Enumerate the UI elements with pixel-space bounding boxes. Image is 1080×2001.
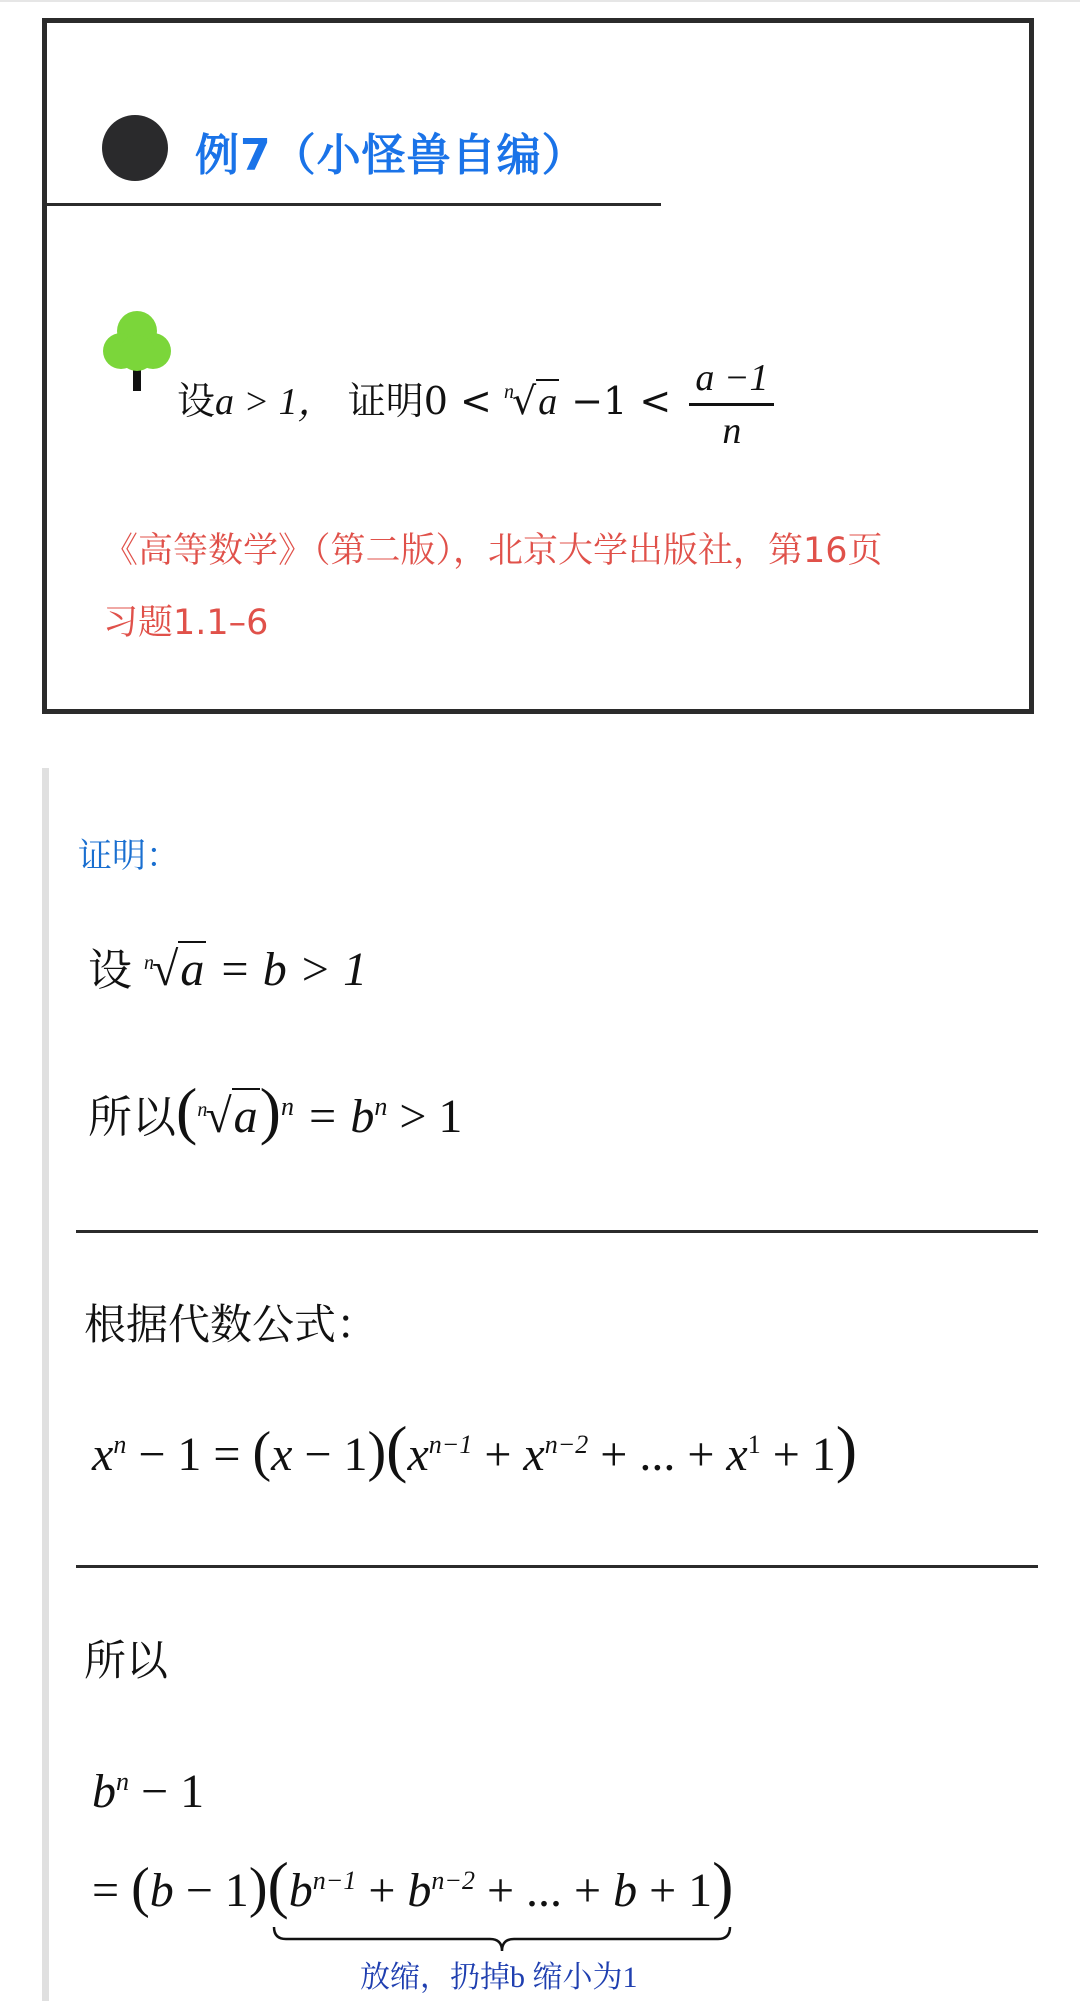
problem-verb: 证明 [347,379,424,423]
proof-line-1 [88,934,367,998]
nth-root: $^n$√a [503,379,558,423]
source-line-1: 《高等数学》（第二版），北京大学出版社，第16页 [103,531,883,571]
proof-label: 证明： [78,836,180,876]
line2-prefix: 所以 [88,1092,176,1143]
problem-prefix: 设 [177,379,216,423]
title-underline [47,203,661,206]
separator-2 [76,1565,1038,1568]
heading-so: 所以 [84,1636,169,1685]
heading-formula: 根据代数公式： [84,1300,379,1349]
brace-note: 放缩，扔掉b 缩小为1 [360,1961,638,1994]
source-citation [103,515,983,659]
step-2: = $(b - 1)(b^{n-1} + b^{n-2}$ + ... + b + 1) [92,1849,734,1920]
line1-tail: = b > 1 [218,943,368,996]
bullet-dot-icon [102,115,168,181]
underbrace [272,1925,732,1955]
tree-icon [103,309,173,395]
separator-1 [76,1230,1038,1233]
fraction-denominator: n [722,410,742,452]
problem-mid: −1 < [571,379,672,423]
fraction-numerator: a −1 [689,353,774,406]
proof-sidebar-bar [42,768,49,2001]
line1-root: $^n$√a [144,943,205,996]
problem-condition: a > 1， [215,381,336,423]
algebraic-formula: $x^n - 1 = (x - 1)(x^{n-1} + x^{n-2}$ + ... + $x^1 + 1$) [92,1413,858,1484]
problem-statement [177,353,774,456]
top-divider [0,0,1080,2]
example-title: 例7（小怪兽自编） [195,130,587,181]
line1-prefix: 设 [88,945,132,996]
step-1: $b^n - 1$ [92,1765,205,1818]
source-line-2: 习题1.1–6 [103,603,269,643]
line2-end: > 1 [399,1090,463,1143]
fraction [689,353,774,456]
proof-line-2: 所以$(^n√a)^n = b^n > 1$ [88,1075,463,1146]
problem-left: 0 < [423,379,492,423]
line2-tail: = b [305,1090,375,1143]
line2-root: $^n$√a [197,1090,258,1143]
example-card [42,18,1034,714]
